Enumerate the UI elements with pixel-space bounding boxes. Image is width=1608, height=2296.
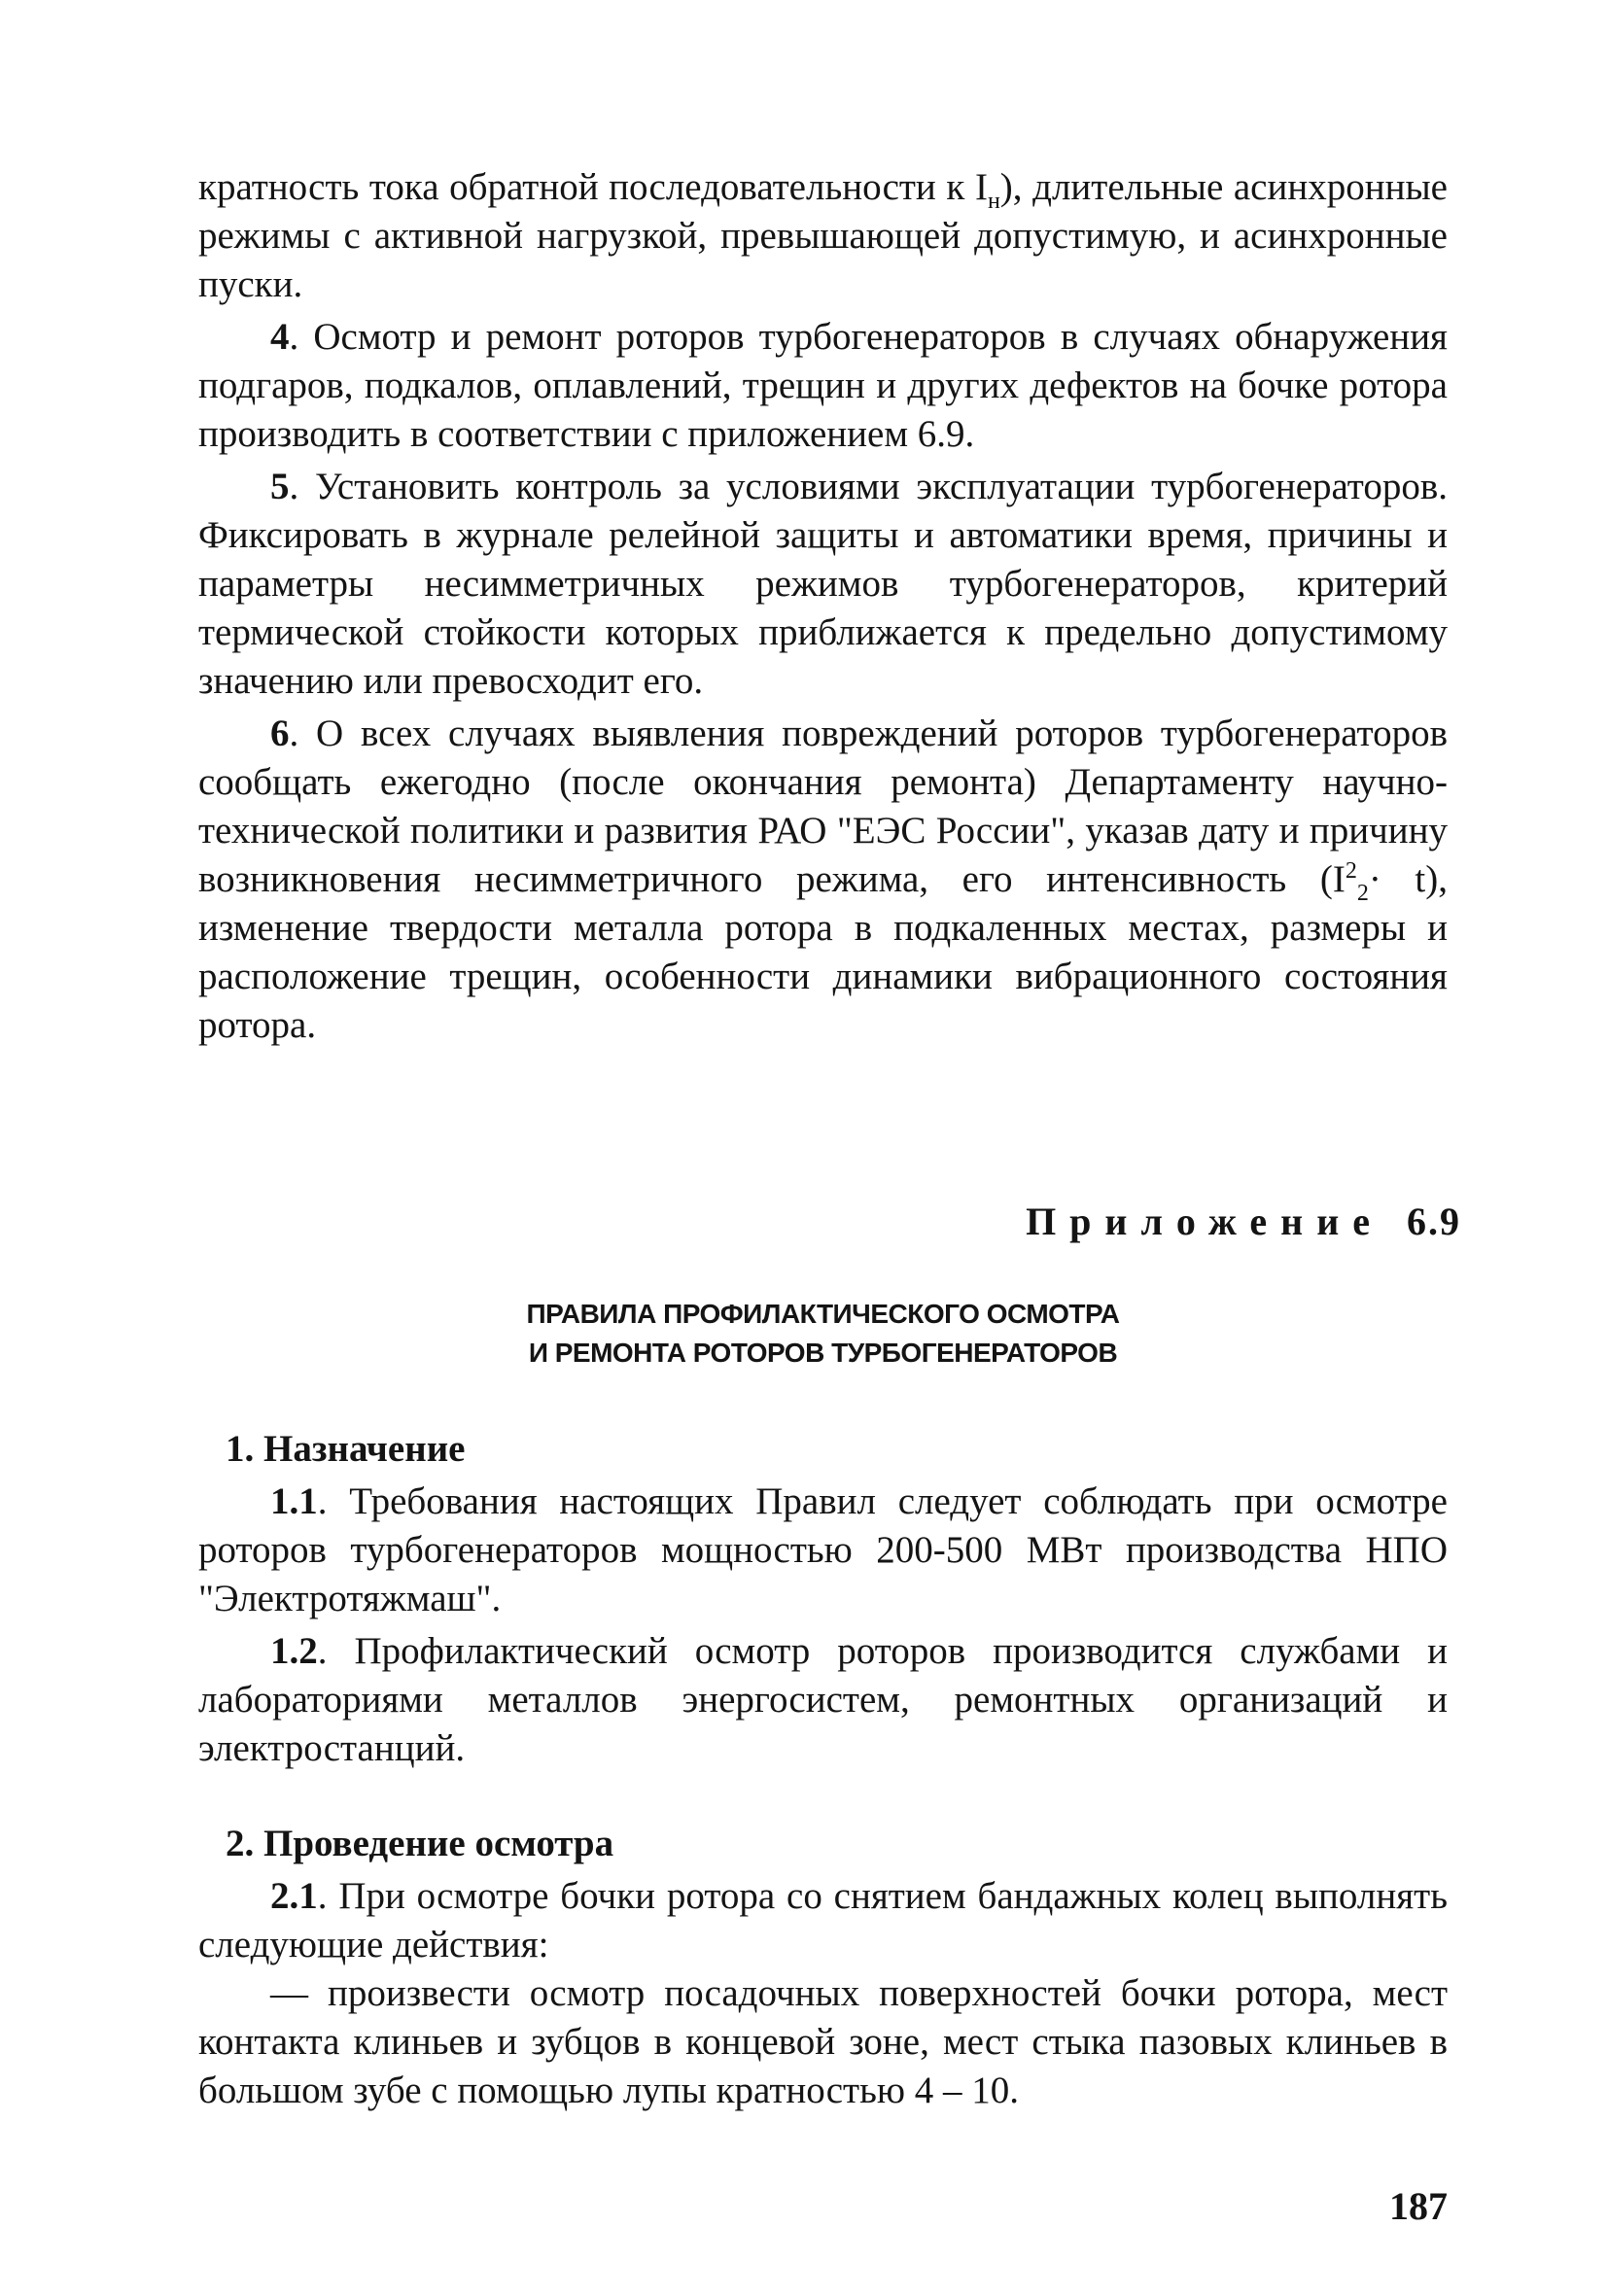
section-heading-inspection: 2. Проведение осмотра: [226, 1823, 614, 1864]
rules-title: [198, 1295, 1448, 1373]
paragraph-1-2: 1.2. Профилактический осмотр роторов производится службами и лабораториями металлов энергосистем, ремонтных организаций и электростанций.: [198, 1630, 1448, 1769]
paragraph-4: 4. Осмотр и ремонт роторов турбогенераторов в случаях обнаружения подгаров, подкалов, оплавлений, трещин и других дефектов на бочке ротора производить в соответствии с приложением 6.9.: [198, 316, 1448, 455]
paragraph-2-1: 2.1. При осмотре бочки ротора со снятием бандажных колец выполнять следующие действия:: [198, 1875, 1448, 1966]
paragraph-6: 6. О всех случаях выявления повреждений роторов турбогенераторов сообщать ежегодно (после окончания ремонта) Департаменту научно-технической политики и развития РАО "ЕЭС России", указав дату и причину возникновения несимметричного режима, его интенсивность $(I^2_2\cdot t)$, изменение твердости металла ротора в подкаленных местах, размеры и расположение трещин, особенности динамики вибрационного состояния ротора.: [198, 713, 1449, 1046]
section-heading-purpose: 1. Назначение: [226, 1428, 466, 1470]
paragraph-continuation: кратность тока обратной последовательности к $I_н$), длительные асинхронные режимы с активной нагрузкой, превышающей допустимую, и асинхронные пуски.: [198, 166, 1448, 305]
document-page: [198, 163, 1461, 2115]
paragraph-1-1: 1.1. Требования настоящих Правил следует соблюдать при осмотре роторов турбогенераторов мощностью 200-500 МВт производства НПО "Электротяжмаш".: [198, 1480, 1448, 1619]
rules-title-line-2: И РЕМОНТА РОТОРОВ ТУРБОГЕНЕРАТОРОВ: [528, 1338, 1118, 1368]
paragraph-5: 5. Установить контроль за условиями эксплуатации турбогенераторов. Фиксировать в журнале релейной защиты и автоматики время, причины и параметры несимметричных режимов турбогенераторов, критерий термической стойкости которых приближается к предельно допустимому значению или превосходит его.: [198, 466, 1448, 702]
appendix-label: Приложение 6.9: [1026, 1200, 1461, 1243]
list-item: — произвести осмотр посадочных поверхностей бочки ротора, мест контакта клиньев и зубцов в концевой зоне, мест стыка пазовых клиньев в большом зубе с помощью лупы кратностью 4 – 10.: [198, 1972, 1448, 2111]
page-number: 187: [1389, 2184, 1448, 2228]
rules-title-line-1: ПРАВИЛА ПРОФИЛАКТИЧЕСКОГО ОСМОТРА: [526, 1299, 1120, 1329]
